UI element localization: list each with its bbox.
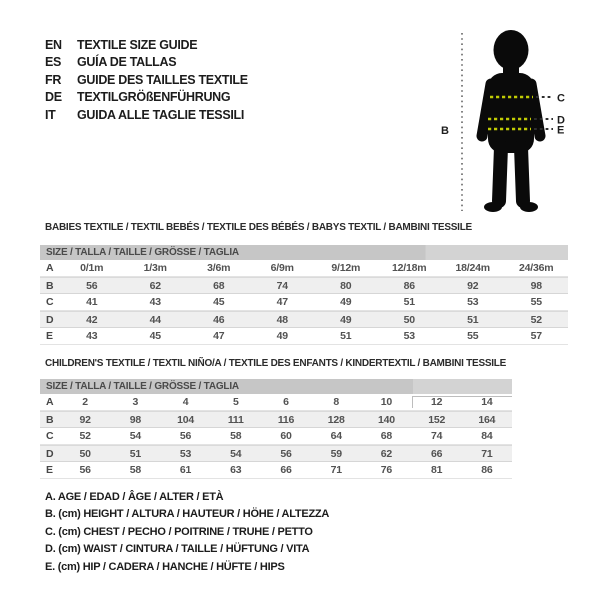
table-cell: 41	[86, 296, 98, 308]
row-label: C	[46, 430, 54, 442]
table-cell: 66	[280, 464, 292, 476]
table-cell: 71	[330, 464, 342, 476]
table-cell: 8	[333, 396, 340, 408]
table-cell: 164	[478, 413, 496, 426]
table-cell: 63	[230, 464, 242, 476]
table-cell: 68	[380, 430, 393, 442]
row-label: E	[46, 330, 53, 342]
table-cell: 44	[149, 313, 161, 326]
table-cell: 45	[213, 296, 225, 308]
language-title: GUIDE DES TAILLES TEXTILE	[77, 72, 248, 87]
table-cell: 98	[530, 279, 542, 292]
child-measurement-figure	[430, 13, 600, 225]
table-cell: 80	[340, 279, 352, 292]
table-cell: 46	[213, 313, 225, 326]
table-cell: 52	[530, 313, 542, 326]
table-cell: 64	[330, 430, 342, 442]
table-cell: 58	[230, 430, 242, 442]
hip-label: E	[557, 124, 565, 137]
table-cell: 92	[467, 279, 479, 292]
child-silhouette-icon	[482, 30, 540, 212]
legend-item: E. (cm) HIP / CADERA / HANCHE / HÜFTE / HIPS	[45, 560, 285, 573]
table-cell: 24/36m	[519, 262, 554, 274]
table-cell: 51	[129, 447, 141, 460]
size-header-bar	[40, 379, 512, 394]
table-cell: 54	[230, 447, 242, 460]
babies-size-table	[40, 245, 568, 345]
table-cell: 74	[276, 279, 288, 292]
table-row	[40, 277, 568, 294]
language-title: TEXTILE SIZE GUIDE	[77, 37, 198, 52]
legend-item: B. (cm) HEIGHT / ALTURA / HAUTEUR / HÖHE / ALTEZZA	[45, 508, 330, 521]
legend-item: A. AGE / EDAD / ÂGE / ALTER / ETÀ	[45, 490, 224, 503]
table-row	[40, 445, 512, 462]
table-row	[40, 428, 512, 445]
table-cell: 51	[340, 330, 352, 342]
table-cell: 12/18m	[392, 262, 427, 274]
chest-label: C	[557, 92, 565, 105]
babies-section-title: BABIES TEXTILE / TEXTIL BEBÉS / TEXTILE DES BÉBÉS / BABYS TEXTIL / BAMBINI TESSILE	[45, 222, 472, 233]
table-cell: 0/1m	[80, 262, 104, 274]
table-cell: 56	[86, 279, 98, 292]
table-cell: 43	[86, 330, 98, 342]
language-row	[45, 71, 248, 89]
table-cell: 12	[412, 396, 462, 408]
table-cell: 4	[182, 396, 189, 408]
children-size-table	[40, 379, 512, 479]
table-cell: 50	[403, 313, 415, 326]
table-row	[40, 311, 568, 328]
table-cell: 56	[280, 447, 292, 460]
legend-item: C. (cm) CHEST / PECHO / POITRINE / TRUHE / PETTO	[45, 525, 313, 538]
table-cell: 92	[79, 413, 91, 426]
table-cell: 53	[403, 330, 415, 342]
table-cell: 47	[213, 330, 225, 342]
table-cell: 71	[481, 447, 493, 460]
language-row	[45, 54, 248, 72]
row-label: E	[46, 464, 53, 476]
table-cell: 9/12m	[331, 262, 361, 274]
language-code: FR	[45, 72, 62, 87]
row-label: D	[46, 447, 54, 460]
table-cell: 84	[481, 430, 493, 442]
table-cell: 55	[467, 330, 479, 342]
table-cell: 45	[149, 330, 161, 342]
table-cell: 104	[177, 413, 194, 426]
table-cell: 76	[380, 464, 393, 476]
table-cell: 18/24m	[455, 262, 490, 274]
table-row	[40, 294, 568, 311]
table-cell: 111	[227, 413, 244, 426]
row-label: A	[46, 396, 54, 408]
waist-label: D	[557, 114, 565, 127]
row-label: A	[46, 262, 54, 274]
table-cell: 60	[280, 430, 292, 442]
measurement-legend	[45, 488, 329, 576]
children-section-title: CHILDREN'S TEXTILE / TEXTIL NIÑO/A / TEXTILE DES ENFANTS / KINDERTEXTIL / BAMBINI TESSILE	[45, 358, 507, 369]
table-cell: 86	[481, 464, 493, 476]
table-cell: 50	[79, 447, 91, 460]
language-row	[45, 36, 248, 54]
table-row	[40, 328, 568, 345]
table-cell: 81	[431, 464, 443, 476]
table-cell: 5	[232, 396, 239, 408]
table-cell: 6	[283, 396, 289, 408]
table-cell: 58	[129, 464, 141, 476]
language-code: EN	[45, 37, 62, 52]
language-list	[45, 36, 248, 124]
row-label: B	[46, 279, 54, 292]
table-cell: 6/9m	[270, 262, 294, 274]
babies-table-rows	[40, 260, 568, 345]
table-cell: 54	[129, 430, 141, 442]
table-cell: 48	[276, 313, 288, 326]
table-cell: 68	[213, 279, 225, 292]
table-cell: 53	[467, 296, 479, 308]
table-cell: 53	[179, 447, 192, 460]
size-header-label: SIZE / TALLA / TAILLE / GRÖSSE / TAGLIA	[46, 247, 239, 258]
language-title: TEXTILGRÖßENFÜHRUNG	[77, 90, 231, 105]
table-cell: 2	[82, 396, 88, 408]
language-row	[45, 89, 248, 107]
table-cell: 86	[403, 279, 415, 292]
table-row	[40, 260, 568, 277]
table-cell: 61	[179, 464, 192, 476]
language-code: ES	[45, 55, 62, 70]
table-cell: 56	[79, 464, 91, 476]
table-cell: 43	[149, 296, 161, 308]
table-cell: 57	[530, 330, 542, 342]
table-row	[40, 394, 512, 411]
row-label: B	[46, 413, 54, 426]
table-cell: 55	[530, 296, 542, 308]
table-cell: 74	[431, 430, 443, 442]
table-cell: 51	[467, 313, 479, 326]
size-header-bar	[40, 245, 568, 260]
size-header-label: SIZE / TALLA / TAILLE / GRÖSSE / TAGLIA	[46, 381, 239, 392]
table-cell: 62	[149, 279, 161, 292]
table-cell: 49	[276, 330, 288, 342]
table-row	[40, 462, 512, 479]
table-cell: 116	[277, 413, 295, 426]
language-title: GUIDA ALLE TAGLIE TESSILI	[77, 107, 245, 122]
language-row	[45, 106, 248, 124]
table-row	[40, 411, 512, 428]
table-cell: 1/3m	[143, 262, 167, 274]
language-code: IT	[45, 107, 56, 122]
children-table-rows	[40, 394, 512, 479]
table-cell: 62	[380, 447, 393, 460]
table-cell: 42	[86, 313, 98, 326]
row-label: C	[46, 296, 54, 308]
table-cell: 59	[330, 447, 342, 460]
table-cell: 128	[327, 413, 345, 426]
table-cell: 49	[340, 296, 352, 308]
language-code: DE	[45, 90, 62, 105]
table-cell: 56	[179, 430, 192, 442]
table-cell: 98	[129, 413, 141, 426]
table-cell: 140	[377, 413, 395, 426]
table-cell: 10	[380, 396, 393, 408]
table-cell: 14	[462, 396, 512, 408]
table-cell: 47	[276, 296, 288, 308]
row-label: D	[46, 313, 54, 326]
table-cell: 51	[403, 296, 415, 308]
table-cell: 66	[431, 447, 443, 460]
legend-item: D. (cm) WAIST / CINTURA / TAILLE / HÜFTUNG / VITA	[45, 543, 310, 556]
table-cell: 3	[132, 396, 139, 408]
language-title: GUÍA DE TALLAS	[77, 55, 177, 70]
table-cell: 52	[79, 430, 91, 442]
table-cell: 3/6m	[207, 262, 231, 274]
table-cell: 152	[428, 413, 446, 426]
height-label: B	[441, 125, 449, 137]
table-cell: 49	[340, 313, 352, 326]
